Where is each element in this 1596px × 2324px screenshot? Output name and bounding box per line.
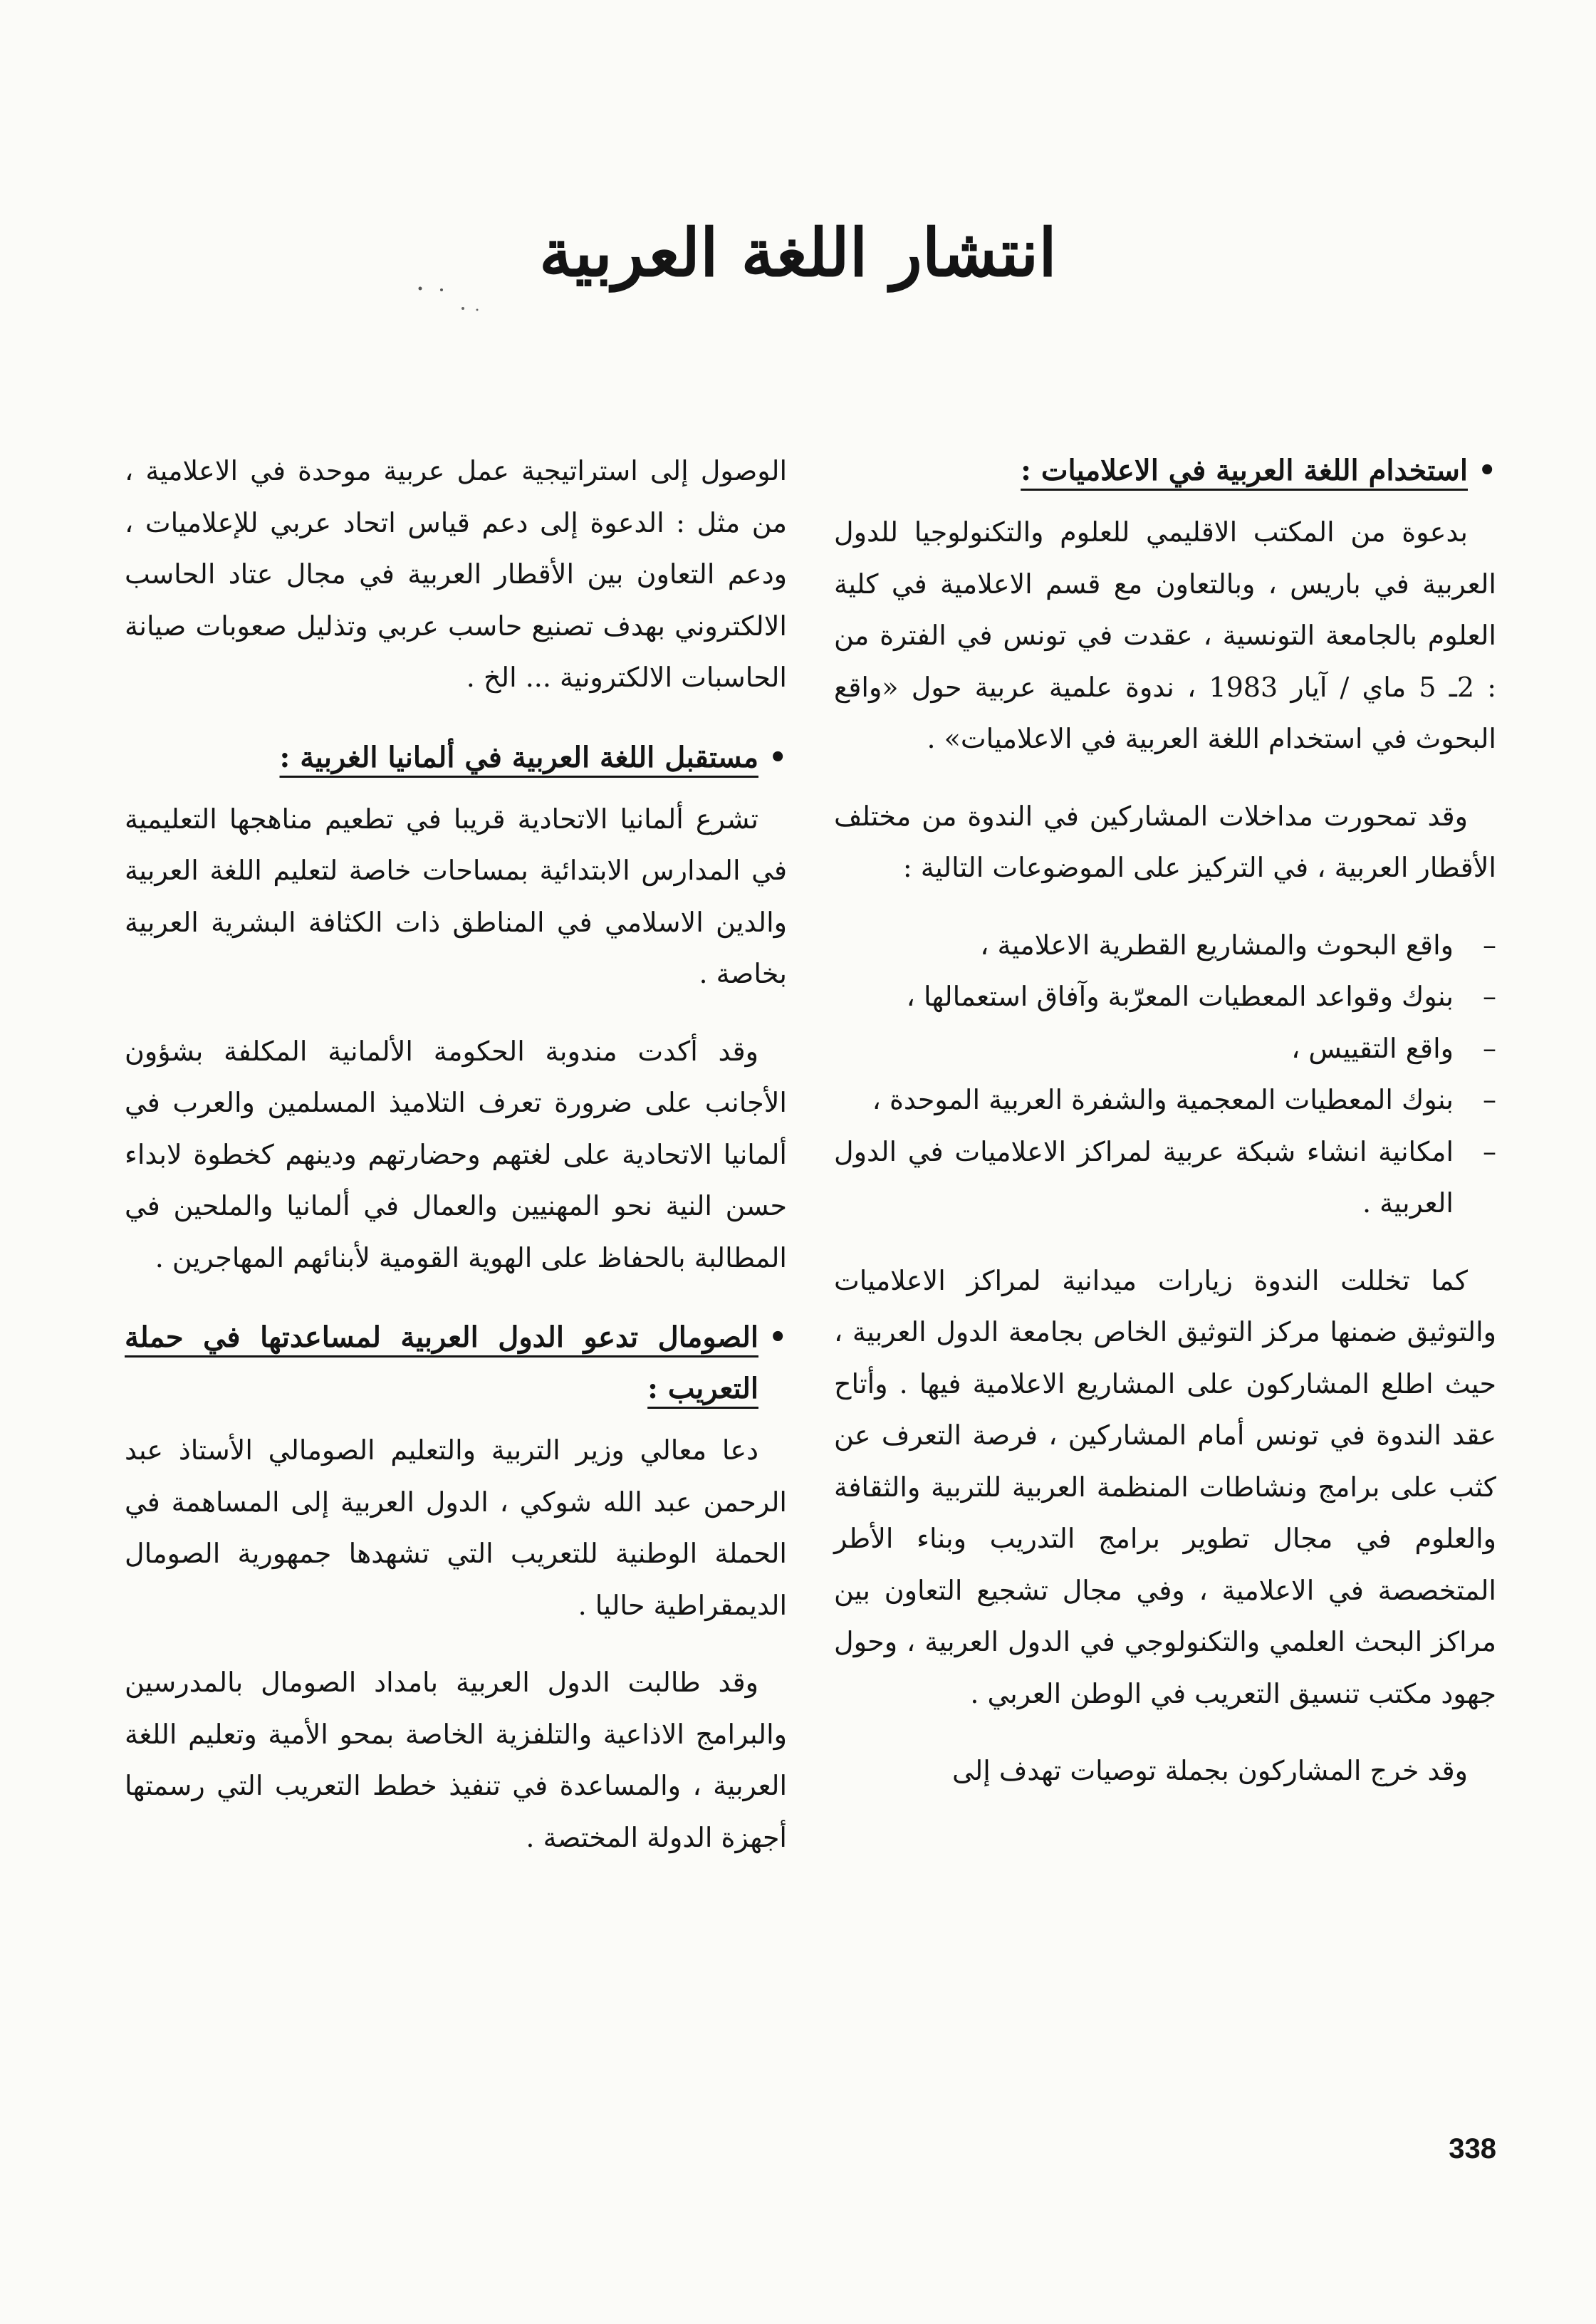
bullet-icon: • — [768, 1320, 787, 1354]
article-continuation — [125, 445, 787, 704]
paragraph: وقد أكدت مندوبة الحكومة الألمانية المكلفة بشؤون الأجانب على ضرورة تعرف التلاميذ المسلمين والعرب في ألمانيا الاتحادية على لغتهم وحضارتهم ودينهم كخطوة لابداء حسن النية نحو المهنيين والعمال في ألمانيا والملحين في المطالبة بالحفاظ على الهوية القومية لأبنائهم المهاجرين . — [125, 1035, 787, 1273]
list-item: – واقع التقييس ، — [834, 1023, 1454, 1075]
scan-specks — [413, 274, 499, 317]
bullet-icon: • — [1478, 454, 1496, 487]
article-arabic-in-west-germany — [125, 732, 787, 1284]
heading-text: استخدام اللغة العربية في الاعلاميات : — [1021, 454, 1468, 487]
heading-text: مستقبل اللغة العربية في ألمانيا الغربية : — [279, 740, 758, 774]
paragraph: وقد طالبت الدول العربية بامداد الصومال بالمدرسين والبرامج الاذاعية والتلفزية الخاصة بمحو الأمية وتعليم اللغة العربية ، والمساعدة في تنفيذ خطط التعريب التي رسمتها أجهزة الدولة المختصة . — [125, 1667, 787, 1853]
heading-text: الصومال تدعو الدول العربية لمساعدتها في حملة التعريب : — [125, 1320, 758, 1405]
article-arabic-in-informatics — [834, 445, 1496, 1797]
page-number: 338 — [1449, 2133, 1496, 2164]
article-heading — [834, 445, 1496, 496]
paragraph: وقد تمحورت مداخلات المشاركين في الندوة من مختلف الأقطار العربية ، في التركيز على الموضوعات التالية : — [834, 800, 1496, 883]
paragraph: تشرع ألمانيا الاتحادية قريبا في تطعيم مناهجها التعليمية في المدارس الابتدائية بمساحات خاصة لتعليم اللغة العربية والدين الاسلامي في المناطق ذات الكثافة البشرية العربية بخاصة . — [125, 803, 787, 989]
paragraph: بدعوة من المكتب الاقليمي للعلوم والتكنولوجيا للدول العربية في باريس ، وبالتعاون مع قسم الاعلامية في كلية العلوم بالجامعة التونسية ، عقدت في تونس في الفترة من : 2ـ 5 ماي / آيار 1983 ، ندوة علمية عربية حول «واقع البحوث في استخدام اللغة العربية في الاعلاميات» . — [834, 516, 1496, 754]
left-column — [125, 445, 787, 1892]
list-item: – امكانية انشاء شبكة عربية لمراكز الاعلاميات في الدول العربية . — [834, 1126, 1454, 1229]
page-title: انتشار اللغة العربية — [539, 214, 1057, 291]
list-item: – بنوك وقواعد المعطيات المعرّبة وآفاق استعمالها ، — [834, 971, 1454, 1023]
right-column — [834, 445, 1496, 1825]
list-item: – بنوك المعطيات المعجمية والشفرة العربية الموحدة ، — [834, 1074, 1454, 1126]
paragraph: الوصول إلى استراتيجية عمل عربية موحدة في الاعلامية ، من مثل : الدعوة إلى دعم قياس اتحاد عربي للإعلاميات ، ودعم التعاون بين الأقطار العربية في مجال عتاد الحاسب الالكتروني بهدف تصنيع حاسب عربي وتذليل صعوبات صيانة الحاسبات الالكترونية ... الخ . — [125, 455, 787, 693]
paragraph: وقد خرج المشاركون بجملة توصيات تهدف إلى — [951, 1755, 1468, 1786]
list-item: – واقع البحوث والمشاريع القطرية الاعلامية ، — [834, 919, 1454, 971]
topic-list — [834, 919, 1496, 1229]
paragraph: كما تخللت الندوة زيارات ميدانية لمراكز الاعلاميات والتوثيق ضمنها مركز التوثيق الخاص بجامعة الدول العربية ، حيث اطلع المشاركون على المشاريع الاعلامية فيها . وأتاح عقد الندوة في تونس أمام المشاركين ، فرصة التعرف عن كثب على برامج ونشاطات المنظمة العربية للتربية والثقافة والعلوم في مجال تطوير برامج التدريب وبناء الأطر المتخصصة في الاعلامية ، وفي مجال تشجيع التعاون بين مراكز البحث العلمي والتكنولوجي في الدول العربية ، وحول جهود مكتب تنسيق التعريب في الوطن العربي . — [834, 1264, 1496, 1709]
article-heading — [125, 1312, 787, 1414]
bullet-icon: • — [768, 740, 787, 774]
article-heading — [125, 732, 787, 783]
article-somalia-arabization — [125, 1312, 787, 1863]
paragraph: دعا معالي وزير التربية والتعليم الصومالي الأستاذ عبد الرحمن عبد الله شوكي ، الدول العربية إلى المساهمة في الحملة الوطنية للتعريب التي تشهدها جمهورية الصومال الديمقراطية حاليا . — [125, 1434, 787, 1621]
